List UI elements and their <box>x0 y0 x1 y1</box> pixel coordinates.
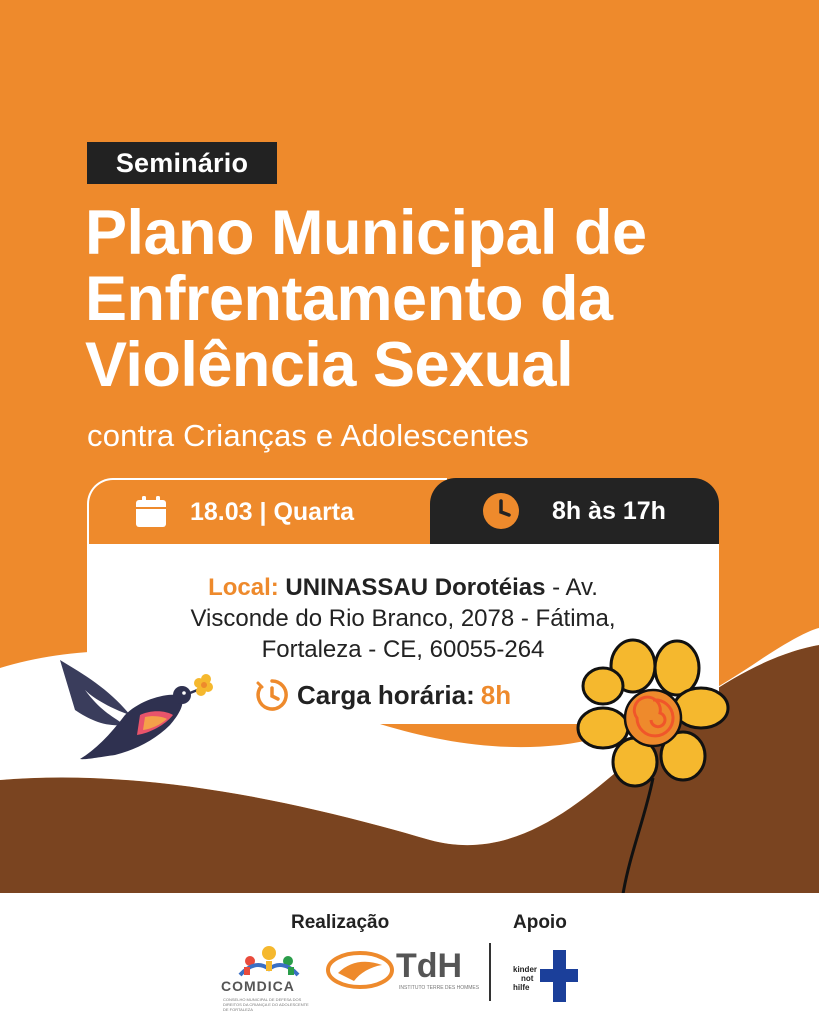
clock-icon <box>482 492 520 530</box>
date-pill <box>87 478 447 544</box>
title-line-3: Violência Sexual <box>85 330 574 400</box>
event-time: 8h às 17h <box>552 496 666 525</box>
location-label: Local: <box>208 574 279 601</box>
knh-word-2: not <box>521 974 534 983</box>
kindernothilfe-logo <box>540 950 578 1002</box>
seminar-tag: Seminário <box>87 142 277 184</box>
apoio-label: Apoio <box>513 912 567 933</box>
flower-illustration <box>575 638 735 894</box>
footer-divider <box>489 943 491 1001</box>
timer-icon <box>255 678 289 712</box>
carga-label: Carga horária: <box>297 679 475 710</box>
knh-word-3: hilfe <box>513 983 530 992</box>
comdica-name: COMDICA <box>221 978 295 994</box>
calendar-icon <box>134 495 168 529</box>
location-line3: Fortaleza - CE, 60055-264 <box>261 636 545 663</box>
tdh-full-name: INSTITUTO TERRE DES HOMMES <box>399 985 480 991</box>
event-date: 18.03 | Quarta <box>190 497 355 526</box>
carga-horaria <box>255 678 511 712</box>
location-place: UNINASSAU Dorotéias <box>285 574 546 601</box>
location-line1-rest: - Av. <box>545 574 598 601</box>
knh-word-1: kinder <box>513 965 538 974</box>
carga-value: 8h <box>480 679 512 710</box>
comdica-full-name: CONSELHO MUNICIPAL DE DEFESA DOS DIREITOS DA CRIANÇA E DO ADOLESCENTE DE FORTALEZA <box>223 997 309 1012</box>
tdh-name: TdH <box>396 947 463 985</box>
tdh-logo <box>326 951 394 989</box>
hummingbird-illustration <box>55 655 220 765</box>
realizacao-label: Realização <box>291 912 390 933</box>
kindernothilfe-wordmark <box>513 965 537 992</box>
comdica-logo <box>236 943 302 979</box>
subtitle: contra Crianças e Adolescentes <box>87 418 529 453</box>
location-line2: Visconde do Rio Branco, 2078 - Fátima, <box>190 605 616 632</box>
page-title <box>85 200 775 398</box>
footer <box>0 893 819 1024</box>
time-pill <box>430 478 719 544</box>
title-line-2: Enfrentamento da <box>85 264 613 334</box>
title-line-1: Plano Municipal de <box>85 198 647 268</box>
